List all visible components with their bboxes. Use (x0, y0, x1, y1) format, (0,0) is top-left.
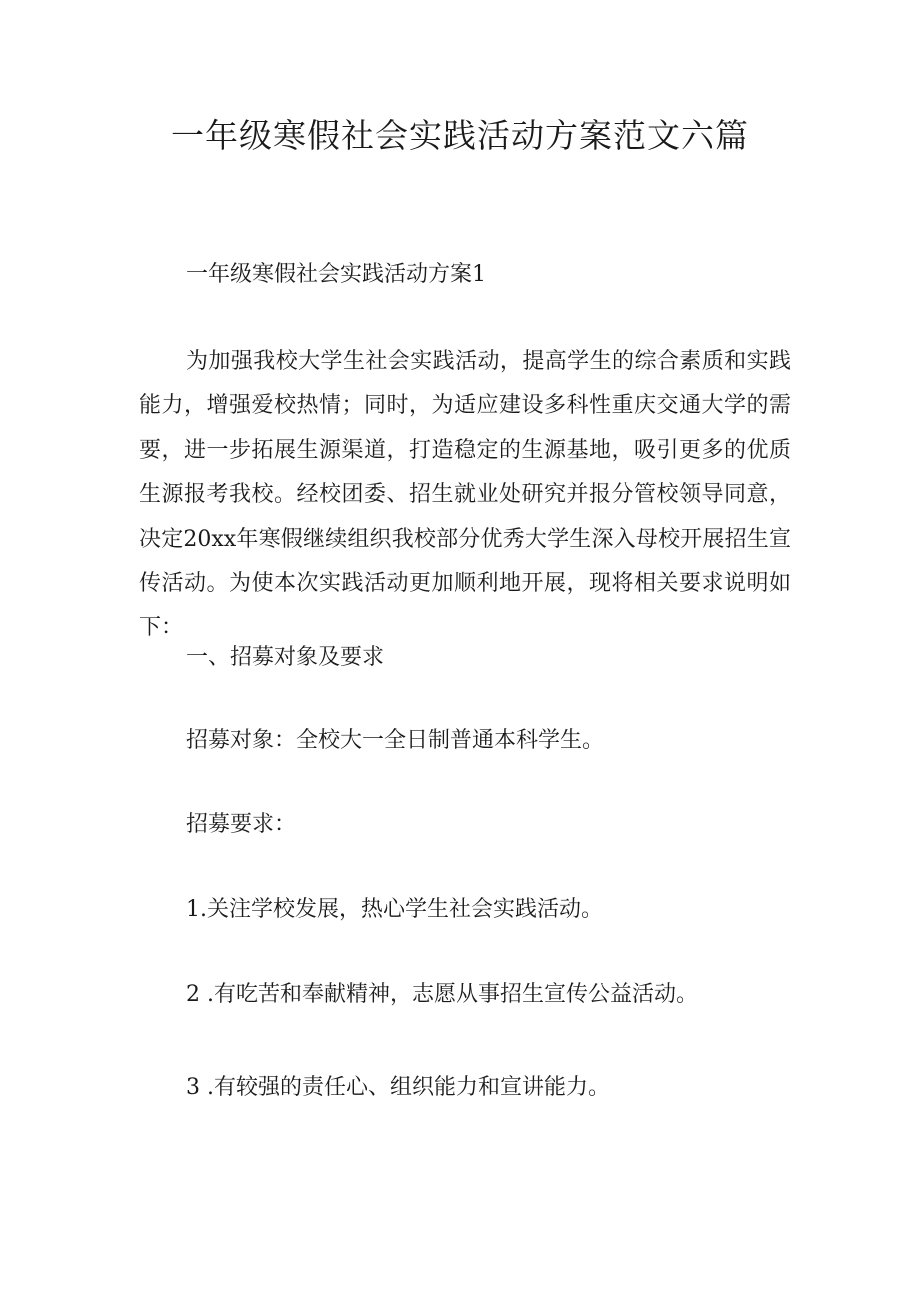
requirement-item-1: 1.关注学校发展，热心学生社会实践活动。 (186, 897, 603, 922)
section-title: 一年级寒假社会实践活动方案1 (186, 262, 486, 287)
recruit-target-paragraph: 招募对象：全校大一全日制普通本科学生。 (186, 728, 605, 753)
intro-paragraph: 为加强我校大学生社会实践活动，提高学生的综合素质和实践能力，增强爱校热情；同时，为适应建设多科性重庆交通大学的需要，进一步拓展生源渠道，打造稳定的生源基地，吸引更多的优质生源报考我校。经校团委、招生就业处研究并报分管校领导同意，决定20xx年寒假继续组织我校部分优秀大学生深入母校开展招生宣传活动。为使本次实践活动更加顺利地开展，现将相关要求说明如下： (139, 349, 791, 641)
recruit-requirements-label: 招募要求： (186, 812, 297, 837)
requirement-item-3: 3 .有较强的责任心、组织能力和宣讲能力。 (186, 1075, 610, 1100)
section-heading-recruitment: 一、招募对象及要求 (186, 645, 385, 670)
requirement-item-2: 2 .有吃苦和奉献精神，志愿从事招生宣传公益活动。 (186, 982, 698, 1007)
document-title: 一年级寒假社会实践活动方案范文六篇 (171, 116, 749, 155)
